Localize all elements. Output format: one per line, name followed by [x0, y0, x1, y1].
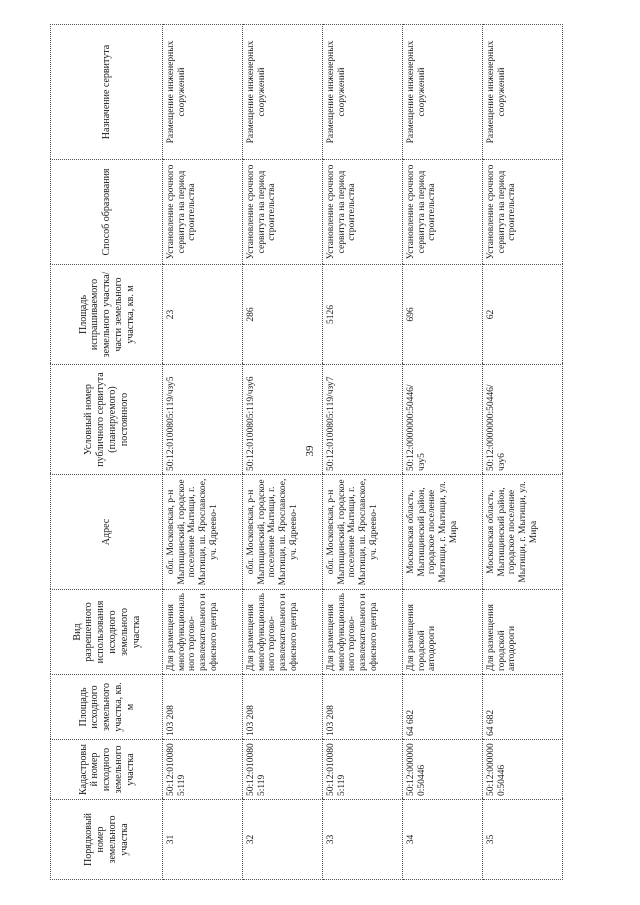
cell-method: Установление срочного сервитута на период строительства [483, 160, 563, 265]
cell-address: Московская область, Мытищинский район, городское поселение Мытищи, г. Мытищи, ул. Мира [403, 475, 483, 590]
cell-servitude-number: 50:12:0100805:119/чзу7 [323, 365, 403, 475]
cell-area: 64 682 [403, 675, 483, 740]
header-address: Адрес [51, 475, 163, 590]
cell-requested-area: 23 [163, 265, 243, 365]
cell-address: обл. Московская, р-н Мытищинский, городское поселение Мытищи, г. Мытищи, ш. Ярославское, уч. Ядреево-1 [243, 475, 323, 590]
cell-purpose: Размещение инженерных сооружений [403, 25, 483, 160]
cell-cadastral: 50:12:0000000:50446 [483, 740, 563, 800]
cell-requested-area: 286 [243, 265, 323, 365]
cell-method: Установление срочного сервитута на период строительства [323, 160, 403, 265]
cell-purpose: Размещение инженерных сооружений [243, 25, 323, 160]
header-servitude-number: Условный номер публичного сервитута (планируемого) постоянного [51, 365, 163, 475]
table-header-row [51, 25, 163, 880]
cell-cadastral: 50:12:0100805:119 [243, 740, 323, 800]
cell-area: 103 208 [323, 675, 403, 740]
header-cadastral-number: Кадастровый номер исходного земельного участка [51, 740, 163, 800]
cell-purpose: Размещение инженерных сооружений [163, 25, 243, 160]
cell-servitude-number: 50:12:0100805:119/чзу5 [163, 365, 243, 475]
header-requested-area: Площадь испрашиваемого земельного участка/части земельного участка, кв. м [51, 265, 163, 365]
cell-servitude-number: 50:12:0100805:119/чзу6 [243, 365, 323, 475]
cell-area: 103 208 [163, 675, 243, 740]
cell-permitted-use: Для размещения городской автодороги [483, 590, 563, 675]
cell-servitude-number: 50:12:0000000:50446/чзу6 [483, 365, 563, 475]
cell-order: 31 [163, 800, 243, 880]
cell-method: Установление срочного сервитута на период строительства [163, 160, 243, 265]
cell-cadastral: 50:12:0100805:119 [163, 740, 243, 800]
cell-area: 103 208 [243, 675, 323, 740]
cell-purpose: Размещение инженерных сооружений [323, 25, 403, 160]
cell-method: Установление срочного сервитута на период строительства [403, 160, 483, 265]
cell-address: Московская область, Мытищинский район, городское поселение Мытищи, г. Мытищи, ул. Мира [483, 475, 563, 590]
cell-address: обл. Московская, р-н Мытищинский, городское поселение Мытищи, г. Мытищи, ш. Ярославское, уч. Ядреево-1 [323, 475, 403, 590]
table-row [243, 25, 323, 880]
header-source-area: Площадь исходного земельного участка, кв. м [51, 675, 163, 740]
table-row [403, 25, 483, 880]
cell-address: обл. Московская, р-н Мытищинский, городское поселение Мытищи, г. Мытищи, ш. Ярославское, уч. Ядреево-1 [163, 475, 243, 590]
cell-order: 32 [243, 800, 323, 880]
cell-permitted-use: Для размещения многофункционального торгово-развлекательного и офисного центра [163, 590, 243, 675]
cell-order: 33 [323, 800, 403, 880]
cell-cadastral: 50:12:0000000:50446 [403, 740, 483, 800]
cell-purpose: Размещение инженерных сооружений [483, 25, 563, 160]
cell-requested-area: 5126 [323, 265, 403, 365]
cell-cadastral: 50:12:0100805:119 [323, 740, 403, 800]
header-order-number: Порядковый номер земельного участка [51, 800, 163, 880]
cell-permitted-use: Для размещения городской автодороги [403, 590, 483, 675]
header-servitude-purpose: Назначение сервитута [51, 25, 163, 160]
table-row [483, 25, 563, 880]
cell-requested-area: 62 [483, 265, 563, 365]
cell-permitted-use: Для размещения многофункционального торгово-развлекательного и офисного центра [243, 590, 323, 675]
header-formation-method: Способ образования [51, 160, 163, 265]
page-number: 39 [304, 445, 316, 457]
cell-permitted-use: Для размещения многофункционального торгово-развлекательного и офисного центра [323, 590, 403, 675]
rotated-table-wrapper [50, 25, 562, 880]
table-row [163, 25, 243, 880]
header-permitted-use: Вид разрешенного использования исходного земельного участка [51, 590, 163, 675]
cell-requested-area: 696 [403, 265, 483, 365]
cell-order: 34 [403, 800, 483, 880]
cell-servitude-number: 50:12:0000000:50446/чзу5 [403, 365, 483, 475]
cell-area: 64 682 [483, 675, 563, 740]
cell-method: Установление срочного сервитута на период строительства [243, 160, 323, 265]
table-row [323, 25, 403, 880]
cell-order: 35 [483, 800, 563, 880]
servitude-table [50, 24, 563, 880]
